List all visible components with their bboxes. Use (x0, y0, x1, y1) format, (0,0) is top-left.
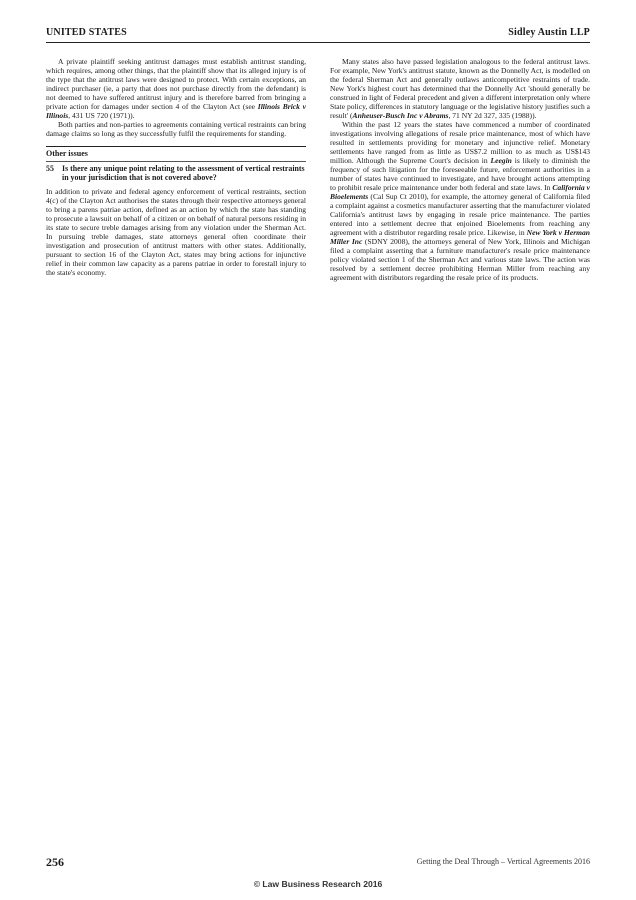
header-rule (46, 42, 590, 43)
left-paragraph-2: Both parties and non-parties to agreements containing vertical restraints can bring damage claims so long as they successfully fulfil the requirements for standing. (46, 120, 306, 138)
publication-title: Getting the Deal Through – Vertical Agreements 2016 (416, 857, 590, 866)
question-55 (46, 165, 306, 183)
right-para1-cite: , 71 NY 2d 327, 335 (1988)). (448, 111, 537, 120)
question-number: 55 (46, 164, 54, 173)
header-jurisdiction: UNITED STATES (46, 27, 127, 38)
left-para1-text: A private plaintiff seeking antitrust damages must establish antitrust standing, which requires, among other things, that the plaintiff show that its alleged injury is of the type that the antitrust laws were designed to protect. With certain exceptions, an indirect purchaser (ie, a party that does not purchase directly from the defendant) is not deemed to have suffered antitrust injury and is therefore barred from bringing a private action for damages under section 4 of the Clayton Act (see (46, 57, 306, 111)
question-block (46, 161, 306, 183)
section-heading: Other issues (46, 146, 306, 159)
left-paragraph-1 (46, 57, 306, 120)
case-leegin: Leegin (490, 156, 512, 165)
copyright-notice: © Law Business Research 2016 (253, 879, 383, 889)
right-para2-c: (Cal Sup Ct 2010), for example, the attorney general of California filed a complaint against a cosmetics manufacturer asserting that the manufacturer violated California's antitrust laws by engaging in resale price maintenance. The parties entered into a settlement decree that enjoined Bioelements from reaching any agreement with a distributor regarding resale price. Likewise, in (330, 192, 590, 237)
right-para1-case: Anheuser-Busch Inc v Abrams (352, 111, 449, 120)
right-column (330, 57, 590, 282)
right-para2-b: is likely to diminish the frequency of such litigation for the foreseeable future, enforcement authorities in a number of states have continued to investigate, and have brought actions attempting to prohibit resale price maintenance under both federal and state laws. In (330, 156, 591, 192)
case-bioelements: California v Bioelements (330, 183, 590, 201)
left-para1-cite: , 431 US 720 (1971)). (68, 111, 135, 120)
right-paragraph-2 (330, 120, 590, 282)
case-herman-miller: New York v Herman Miller Inc (330, 228, 590, 246)
left-para1-case: Illinois Brick v Illinois (46, 102, 307, 120)
header-firm: Sidley Austin LLP (508, 27, 590, 38)
right-para2-d: (SDNY 2008), the attorneys general of New York, Illinois and Michigan filed a complaint asserting that a furniture manufacturer's resale price maintenance policy violated section 1 of the Sherman Act and various state laws. The action was resolved by a settlement decree prohibiting Herman Miller from reaching any agreement with distributors regarding the resale price of its products. (330, 237, 590, 282)
right-para2-a: Within the past 12 years the states have commenced a number of coordinated investigations involving allegations of resale price maintenance, most of which have resulted in settlements providing for monetary and injunctive relief. Monetary settlements have ranged from as little as US$7.2 million to as much as US$143 million. Although the Supreme Court's decision in (330, 120, 590, 165)
right-para1-text: Many states also have passed legislation analogous to the federal antitrust laws. For example, New York's antitrust statute, known as the Donnelly Act, is modelled on the federal Sherman Act and generally outlaws anticompetitive restraints of trade. New York's highest court has determined that the Donnelly Act 'should generally be construed in light of Federal precedent and given a different interpretation only where State policy, differences in statutory language or the legislative history justifies such a result' ( (330, 57, 590, 120)
right-paragraph-1 (330, 57, 590, 120)
left-column (46, 57, 306, 277)
left-paragraph-3: In addition to private and federal agency enforcement of vertical restraints, section 4(c) of the Clayton Act authorises the states through their respective attorneys general to bring a parens patriae action, defined as an action by which the state has standing to prosecute a lawsuit on behalf of a citizen or on behalf of natural persons residing in its state to secure treble damages arising from any violation under the Sherman Act. In pursuing treble damages, state attorneys general often coordinate their investigation and prosecution of antitrust matters with other states. Additionally, pursuant to section 16 of the Clayton Act, states may bring actions for injunctive relief in their common law capacity as a parens patriae in order to forestall injury to the state's economy. (46, 186, 306, 277)
page-number: 256 (46, 855, 64, 869)
question-text: Is there any unique point relating to the assessment of vertical restraints in your jurisdiction that is not covered above? (62, 164, 305, 182)
